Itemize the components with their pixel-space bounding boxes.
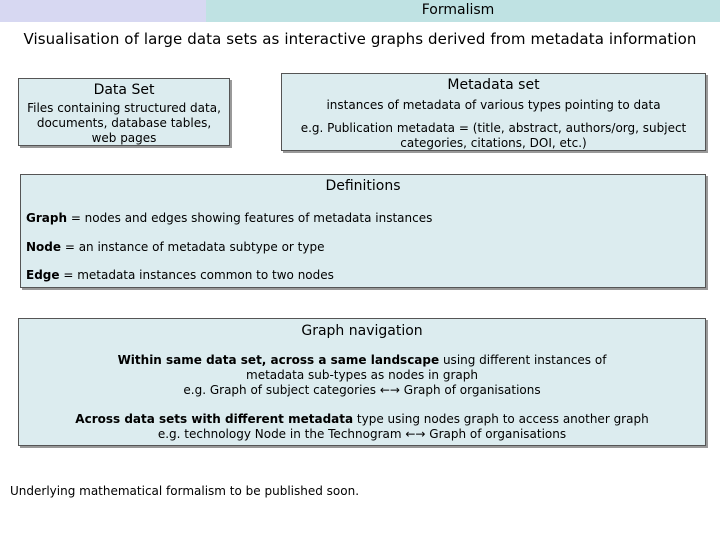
data-set-title: Data Set [93, 82, 155, 98]
data-set-desc-line: documents, database tables, [36, 116, 212, 130]
definition-node [26, 240, 324, 254]
definitions-box [20, 174, 706, 288]
metadata-set-title: Metadata set [447, 77, 540, 93]
navigation-line: e.g. Graph of subject categories ←→ Graph of organisations [183, 383, 541, 397]
metadata-set-line: instances of metadata of various types pointing to data [326, 98, 661, 112]
navigation-within [19, 353, 705, 398]
navigation-line [19, 412, 705, 427]
metadata-example-line: e.g. Publication metadata = (title, abstract, authors/org, subject [300, 121, 687, 135]
page-subtitle: Visualisation of large data sets as interactive graphs derived from metadata information [23, 30, 697, 48]
metadata-set-example [290, 121, 697, 151]
navigation-across [19, 412, 705, 442]
term-node: Node [26, 240, 62, 254]
footer-note: Underlying mathematical formalism to be published soon. [10, 484, 360, 498]
definition-edge [26, 268, 334, 282]
metadata-example-line: categories, citations, DOI, etc.) [400, 136, 587, 150]
data-set-desc-line: Files containing structured data, [27, 101, 221, 115]
navigation-line: metadata sub-types as nodes in graph [246, 368, 478, 382]
navigation-across-lead: Across data sets with different metadata [75, 412, 354, 426]
graph-navigation-title: Graph navigation [301, 323, 423, 339]
definitions-title: Definitions [325, 178, 401, 194]
navigation-within-rest: using different instances of [439, 353, 607, 367]
navigation-within-lead: Within same data set, across a same landscape [117, 353, 440, 367]
data-set-desc-line: web pages [91, 131, 157, 145]
definition-text: = metadata instances common to two nodes [59, 268, 334, 282]
definition-text: = an instance of metadata subtype or type [61, 240, 325, 254]
navigation-across-rest: type using nodes graph to access another graph [353, 412, 649, 426]
graph-navigation-box [18, 318, 706, 446]
page-title: Formalism [421, 2, 495, 18]
data-set-description [23, 101, 225, 146]
term-edge: Edge [26, 268, 60, 282]
data-set-box [18, 78, 230, 146]
navigation-line [19, 353, 705, 368]
term-graph: Graph [26, 211, 67, 225]
definition-graph [26, 211, 432, 225]
header-band-left [0, 0, 206, 22]
navigation-line: e.g. technology Node in the Technogram ←→ Graph of organisations [157, 427, 567, 441]
definition-text: = nodes and edges showing features of metadata instances [67, 211, 433, 225]
metadata-set-box [281, 73, 706, 151]
